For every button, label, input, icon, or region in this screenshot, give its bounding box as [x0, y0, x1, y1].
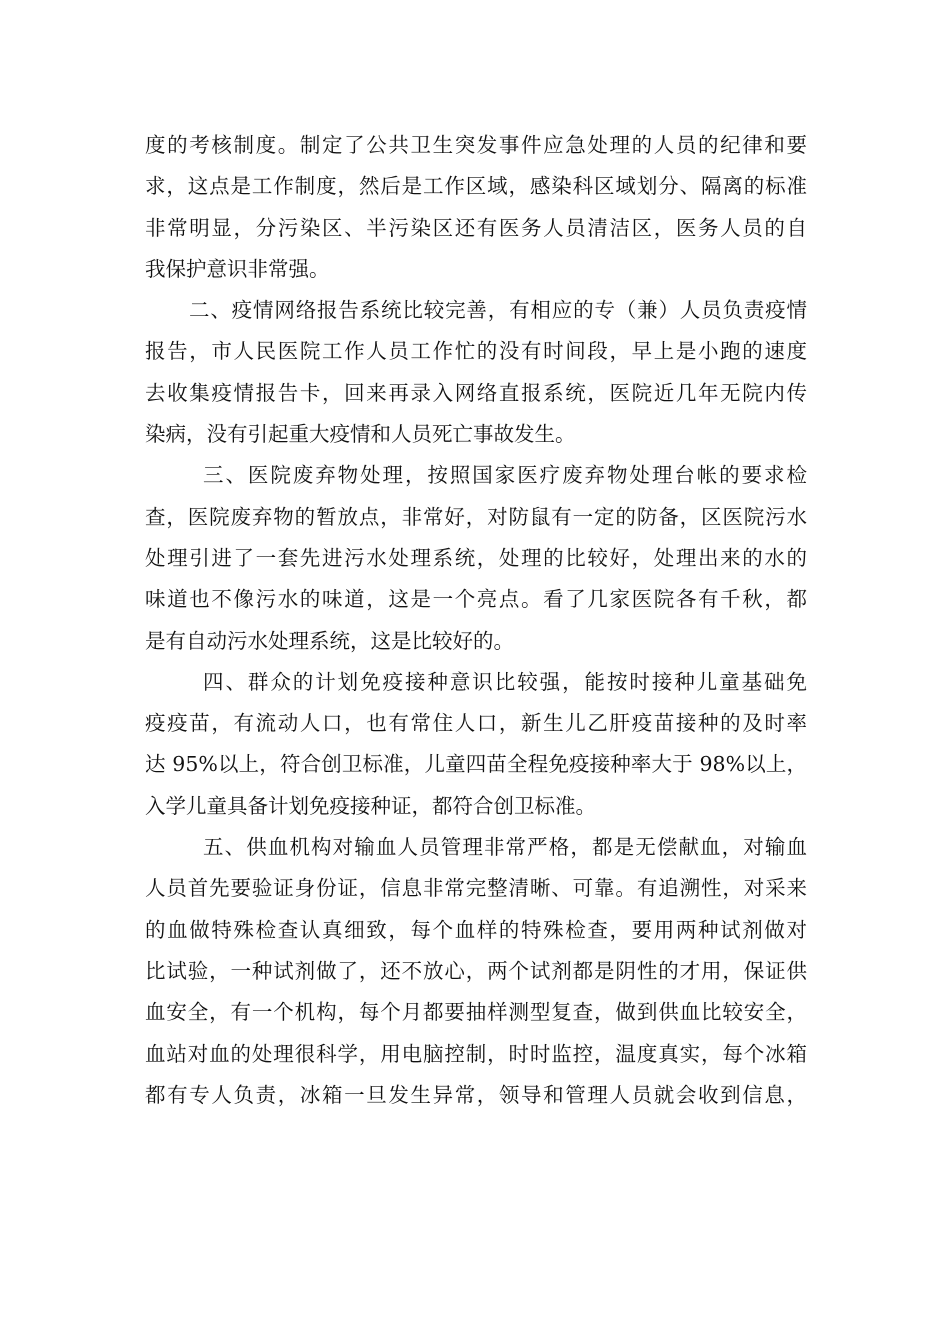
text-line: 我保护意识非常强。: [145, 256, 330, 281]
text-line: 处理引进了一套先进污水处理系统，处理的比较好，处理出来的水的: [145, 545, 807, 570]
text-line: 是有自动污水处理系统，这是比较好的。: [145, 628, 514, 653]
text-line: 都有专人负责，冰箱一旦发生异常，领导和管理人员就会收到信息，: [145, 1082, 807, 1107]
text-line: 人员首先要验证身份证，信息非常完整清晰、可靠。有追溯性，对采来: [145, 876, 807, 901]
paragraph-3: [145, 455, 807, 661]
paragraph-4: [145, 662, 807, 827]
text-line: 疫疫苗，有流动人口，也有常住人口，新生儿乙肝疫苗接种的及时率: [145, 711, 807, 736]
document-body: [145, 125, 807, 1116]
text-line: 入学儿童具备计划免疫接种证，都符合创卫标准。: [145, 793, 596, 818]
text-line: 染病，没有引起重大疫情和人员死亡事故发生。: [145, 422, 576, 447]
text-line: 比试验，一种试剂做了，还不放心，两个试剂都是阴性的才用，保证供: [145, 958, 807, 983]
paragraph-2: [145, 290, 807, 455]
text-line: 味道也不像污水的味道，这是一个亮点。看了几家医院各有千秋，都: [145, 587, 807, 612]
text-line: 非常明显，分污染区、半污染区还有医务人员清洁区，医务人员的自: [145, 215, 807, 240]
text-line: 五、供血机构对输血人员管理非常严格，都是无偿献血，对输血: [203, 835, 807, 860]
text-line: 四、群众的计划免疫接种意识比较强，能按时接种儿童基础免: [203, 669, 807, 694]
text-line: 求，这点是工作制度，然后是工作区域，感染科区域划分、隔离的标准: [145, 174, 807, 199]
text-line: 血站对血的处理很科学，用电脑控制，时时监控，温度真实，每个冰箱: [145, 1041, 807, 1066]
text-line: 达 95%以上，符合创卫标准，儿童四苗全程免疫接种率大于 98%以上，: [145, 752, 807, 777]
text-line: 度的考核制度。制定了公共卫生突发事件应急处理的人员的纪律和要: [145, 133, 807, 157]
text-line: 三、医院废弃物处理，按照国家医疗废弃物处理台帐的要求检: [203, 463, 807, 488]
text-line: 二、疫情网络报告系统比较完善，有相应的专（兼）人员负责疫情: [189, 298, 807, 323]
text-line: 去收集疫情报告卡，回来再录入网络直报系统，医院近几年无院内传: [145, 380, 807, 405]
paragraph-5: [145, 827, 807, 1116]
text-line: 血安全，有一个机构，每个月都要抽样测型复查，做到供血比较安全，: [145, 1000, 807, 1025]
text-line: 报告，市人民医院工作人员工作忙的没有时间段，早上是小跑的速度: [145, 339, 807, 364]
text-line: 的血做特殊检查认真细致，每个血样的特殊检查，要用两种试剂做对: [145, 917, 807, 942]
text-line: 查，医院废弃物的暂放点，非常好，对防鼠有一定的防备，区医院污水: [145, 504, 807, 529]
paragraph-1: [145, 125, 807, 290]
